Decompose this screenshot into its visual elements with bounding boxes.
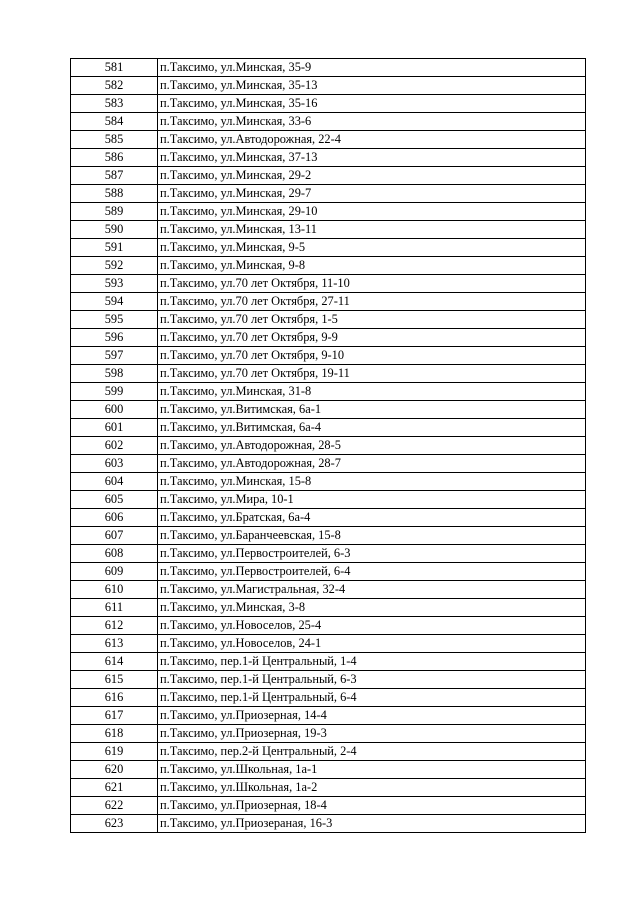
address-cell: п.Таксимо, ул.70 лет Октября, 27-11 xyxy=(158,293,586,311)
address-cell: п.Таксимо, ул.70 лет Октября, 9-9 xyxy=(158,329,586,347)
row-number-cell: 591 xyxy=(71,239,158,257)
table-row xyxy=(71,221,586,239)
row-number-cell: 582 xyxy=(71,77,158,95)
row-number-cell: 623 xyxy=(71,815,158,833)
row-number-cell: 609 xyxy=(71,563,158,581)
table-row xyxy=(71,815,586,833)
address-cell: п.Таксимо, ул.Первостроителей, 6-3 xyxy=(158,545,586,563)
row-number-cell: 589 xyxy=(71,203,158,221)
row-number-cell: 590 xyxy=(71,221,158,239)
address-cell: п.Таксимо, ул.Первостроителей, 6-4 xyxy=(158,563,586,581)
row-number-cell: 608 xyxy=(71,545,158,563)
address-cell: п.Таксимо, ул.Минская, 35-9 xyxy=(158,59,586,77)
address-cell: п.Таксимо, ул.Минская, 9-5 xyxy=(158,239,586,257)
address-cell: п.Таксимо, ул.Минская, 15-8 xyxy=(158,473,586,491)
row-number-cell: 604 xyxy=(71,473,158,491)
address-cell: п.Таксимо, ул.Приозерная, 14-4 xyxy=(158,707,586,725)
table-row xyxy=(71,131,586,149)
table-row xyxy=(71,779,586,797)
row-number-cell: 600 xyxy=(71,401,158,419)
table-row xyxy=(71,275,586,293)
address-cell: п.Таксимо, ул.Минская, 29-2 xyxy=(158,167,586,185)
address-cell: п.Таксимо, ул.70 лет Октября, 1-5 xyxy=(158,311,586,329)
address-cell: п.Таксимо, ул.Магистральная, 32-4 xyxy=(158,581,586,599)
table-row xyxy=(71,185,586,203)
row-number-cell: 613 xyxy=(71,635,158,653)
row-number-cell: 593 xyxy=(71,275,158,293)
row-number-cell: 612 xyxy=(71,617,158,635)
row-number-cell: 596 xyxy=(71,329,158,347)
table-row xyxy=(71,293,586,311)
row-number-cell: 592 xyxy=(71,257,158,275)
table-row xyxy=(71,113,586,131)
address-cell: п.Таксимо, ул.Школьная, 1а-1 xyxy=(158,761,586,779)
table-row xyxy=(71,491,586,509)
table-row xyxy=(71,203,586,221)
address-cell: п.Таксимо, ул.Витимская, 6а-1 xyxy=(158,401,586,419)
row-number-cell: 616 xyxy=(71,689,158,707)
address-cell: п.Таксимо, пер.1-й Центральный, 1-4 xyxy=(158,653,586,671)
table-row xyxy=(71,581,586,599)
table-row xyxy=(71,509,586,527)
address-cell: п.Таксимо, ул.Минская, 29-7 xyxy=(158,185,586,203)
table-row xyxy=(71,761,586,779)
address-cell: п.Таксимо, ул.Школьная, 1а-2 xyxy=(158,779,586,797)
address-cell: п.Таксимо, ул.70 лет Октября, 19-11 xyxy=(158,365,586,383)
address-cell: п.Таксимо, ул.Новоселов, 25-4 xyxy=(158,617,586,635)
address-cell: п.Таксимо, ул.Минская, 33-6 xyxy=(158,113,586,131)
table-row xyxy=(71,167,586,185)
table-row xyxy=(71,401,586,419)
address-cell: п.Таксимо, ул.Минская, 35-13 xyxy=(158,77,586,95)
table-row xyxy=(71,707,586,725)
address-cell: п.Таксимо, ул.Братская, 6а-4 xyxy=(158,509,586,527)
address-cell: п.Таксимо, ул.70 лет Октября, 11-10 xyxy=(158,275,586,293)
address-cell: п.Таксимо, ул.Минская, 37-13 xyxy=(158,149,586,167)
table-row xyxy=(71,257,586,275)
address-cell: п.Таксимо, пер.1-й Центральный, 6-3 xyxy=(158,671,586,689)
row-number-cell: 620 xyxy=(71,761,158,779)
row-number-cell: 607 xyxy=(71,527,158,545)
table-row xyxy=(71,617,586,635)
table-row xyxy=(71,563,586,581)
row-number-cell: 581 xyxy=(71,59,158,77)
table-row xyxy=(71,743,586,761)
row-number-cell: 611 xyxy=(71,599,158,617)
table-row xyxy=(71,77,586,95)
row-number-cell: 594 xyxy=(71,293,158,311)
address-cell: п.Таксимо, ул.70 лет Октября, 9-10 xyxy=(158,347,586,365)
row-number-cell: 598 xyxy=(71,365,158,383)
address-cell: п.Таксимо, ул.Автодорожная, 28-7 xyxy=(158,455,586,473)
table-row xyxy=(71,383,586,401)
address-cell: п.Таксимо, пер.2-й Центральный, 2-4 xyxy=(158,743,586,761)
address-cell: п.Таксимо, ул.Приозераная, 16-3 xyxy=(158,815,586,833)
row-number-cell: 603 xyxy=(71,455,158,473)
table-row xyxy=(71,149,586,167)
row-number-cell: 599 xyxy=(71,383,158,401)
row-number-cell: 597 xyxy=(71,347,158,365)
table-row xyxy=(71,527,586,545)
row-number-cell: 618 xyxy=(71,725,158,743)
row-number-cell: 614 xyxy=(71,653,158,671)
table-row xyxy=(71,437,586,455)
row-number-cell: 587 xyxy=(71,167,158,185)
row-number-cell: 610 xyxy=(71,581,158,599)
address-cell: п.Таксимо, ул.Минская, 13-11 xyxy=(158,221,586,239)
table-row xyxy=(71,59,586,77)
table-row xyxy=(71,689,586,707)
table-row xyxy=(71,797,586,815)
table-row xyxy=(71,95,586,113)
row-number-cell: 585 xyxy=(71,131,158,149)
table-row xyxy=(71,455,586,473)
table-row xyxy=(71,635,586,653)
row-number-cell: 617 xyxy=(71,707,158,725)
table-row xyxy=(71,653,586,671)
address-cell: п.Таксимо, ул.Витимская, 6а-4 xyxy=(158,419,586,437)
table-row xyxy=(71,347,586,365)
table-row xyxy=(71,545,586,563)
row-number-cell: 602 xyxy=(71,437,158,455)
row-number-cell: 586 xyxy=(71,149,158,167)
row-number-cell: 605 xyxy=(71,491,158,509)
table-row xyxy=(71,329,586,347)
row-number-cell: 588 xyxy=(71,185,158,203)
row-number-cell: 615 xyxy=(71,671,158,689)
table-row xyxy=(71,599,586,617)
table-row xyxy=(71,473,586,491)
address-cell: п.Таксимо, ул.Минская, 31-8 xyxy=(158,383,586,401)
address-cell: п.Таксимо, ул.Новоселов, 24-1 xyxy=(158,635,586,653)
address-cell: п.Таксимо, ул.Автодорожная, 28-5 xyxy=(158,437,586,455)
address-cell: п.Таксимо, ул.Минская, 29-10 xyxy=(158,203,586,221)
row-number-cell: 583 xyxy=(71,95,158,113)
address-cell: п.Таксимо, ул.Баранчеевская, 15-8 xyxy=(158,527,586,545)
row-number-cell: 606 xyxy=(71,509,158,527)
row-number-cell: 622 xyxy=(71,797,158,815)
address-table-body xyxy=(71,59,586,833)
table-row xyxy=(71,671,586,689)
address-cell: п.Таксимо, ул.Автодорожная, 22-4 xyxy=(158,131,586,149)
address-cell: п.Таксимо, ул.Приозерная, 18-4 xyxy=(158,797,586,815)
table-row xyxy=(71,311,586,329)
row-number-cell: 619 xyxy=(71,743,158,761)
row-number-cell: 595 xyxy=(71,311,158,329)
table-row xyxy=(71,419,586,437)
table-row xyxy=(71,239,586,257)
address-cell: п.Таксимо, ул.Минская, 3-8 xyxy=(158,599,586,617)
row-number-cell: 584 xyxy=(71,113,158,131)
address-cell: п.Таксимо, ул.Мира, 10-1 xyxy=(158,491,586,509)
table-row xyxy=(71,365,586,383)
address-cell: п.Таксимо, ул.Минская, 35-16 xyxy=(158,95,586,113)
address-cell: п.Таксимо, ул.Минская, 9-8 xyxy=(158,257,586,275)
row-number-cell: 621 xyxy=(71,779,158,797)
row-number-cell: 601 xyxy=(71,419,158,437)
table-row xyxy=(71,725,586,743)
address-cell: п.Таксимо, ул.Приозерная, 19-3 xyxy=(158,725,586,743)
address-cell: п.Таксимо, пер.1-й Центральный, 6-4 xyxy=(158,689,586,707)
address-table xyxy=(70,58,586,833)
